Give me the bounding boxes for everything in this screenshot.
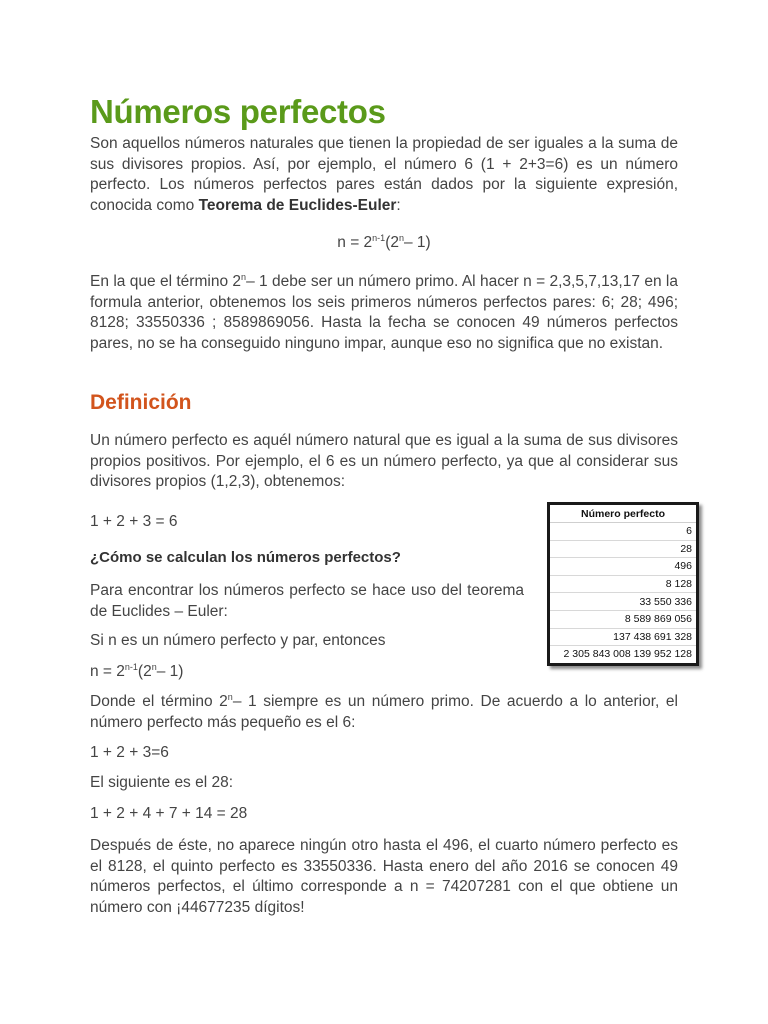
equation-6b: 1 + 2 + 3=6 (90, 744, 169, 761)
next-paragraph: El siguiente es el 28: (90, 774, 234, 791)
definition-paragraph: Un número perfecto es aquél número natural que es igual a la suma de sus divisores propios positivos. Por ejemplo, el 6 es un número perfecto, ya que al considerar sus divisores propios (1,2,3), obtenemos: (90, 432, 678, 490)
formula-secondary: $n = 2^{n-1}(2^n-$ 1) (90, 662, 184, 680)
equation-6: 1 + 2 + 3 = 6 (90, 513, 178, 530)
table-row: 2 305 843 008 139 952 128 (563, 648, 692, 661)
prime-paragraph: Donde el término 2$^n$– 1 siempre es un número primo. De acuerdo a lo anterior, el número perfecto más pequeño es el 6: (90, 692, 678, 731)
table-row: 137 438 691 328 (550, 628, 696, 646)
table-row: 8 128 (550, 575, 696, 593)
perfect-numbers-table (547, 502, 699, 666)
theorem-name: Teorema de Euclides-Euler (198, 196, 397, 214)
equation-28: 1 + 2 + 4 + 7 + 14 = 28 (90, 805, 248, 822)
formula-main: $n = 2^{n-1}(2^n-$ 1) (337, 233, 431, 251)
condition-paragraph: Si n es un número perfecto y par, entonces (90, 632, 386, 649)
page-title: Números perfectos (90, 93, 386, 130)
method-paragraph: Para encontrar los números perfecto se hace uso del teorema de Euclides – Euler: (90, 582, 524, 620)
table-row: 6 (550, 523, 696, 541)
table-row: 8 589 869 056 (550, 610, 696, 628)
question-heading: ¿Cómo se calculan los números perfectos? (90, 549, 401, 566)
table-row: 33 550 336 (550, 593, 696, 611)
table-row: 28 (550, 540, 696, 558)
intro-paragraph-2: En la que el término 2$^n$– 1 debe ser un número primo. Al hacer n = 2,3,5,7,13,17 en la formula anterior, obtenemos los seis primeros números perfectos pares: 6; 28; 496; 8128; 33550336 ; 8589869056. Hasta la fecha se conocen 49 números perfectos pares, no se ha conseguido ninguno impar, aunque eso no significa que no existan. (90, 272, 678, 352)
intro-paragraph: Son aquellos números naturales que tienen la propiedad de ser iguales a la suma de sus divisores propios. Así, por ejemplo, el número 6 (1 + 2+3=6) es un número perfecto. Los números perfectos pares están dados por la siguiente expresión, conocida como Teorema de Euclides-Euler: (90, 135, 678, 214)
table-row: 496 (550, 558, 696, 576)
closing-paragraph: Después de éste, no aparece ningún otro hasta el 496, el cuarto número perfecto es el 8128, el quinto perfecto es 33550336. Hasta enero del año 2016 se conocen 49 números perfectos, el último corresponde a n = 74207281 con el que obtiene un número con ¡44677235 dígitos! (90, 837, 678, 916)
definition-heading: Definición (90, 391, 192, 414)
table-header: Número perfecto (550, 505, 696, 523)
